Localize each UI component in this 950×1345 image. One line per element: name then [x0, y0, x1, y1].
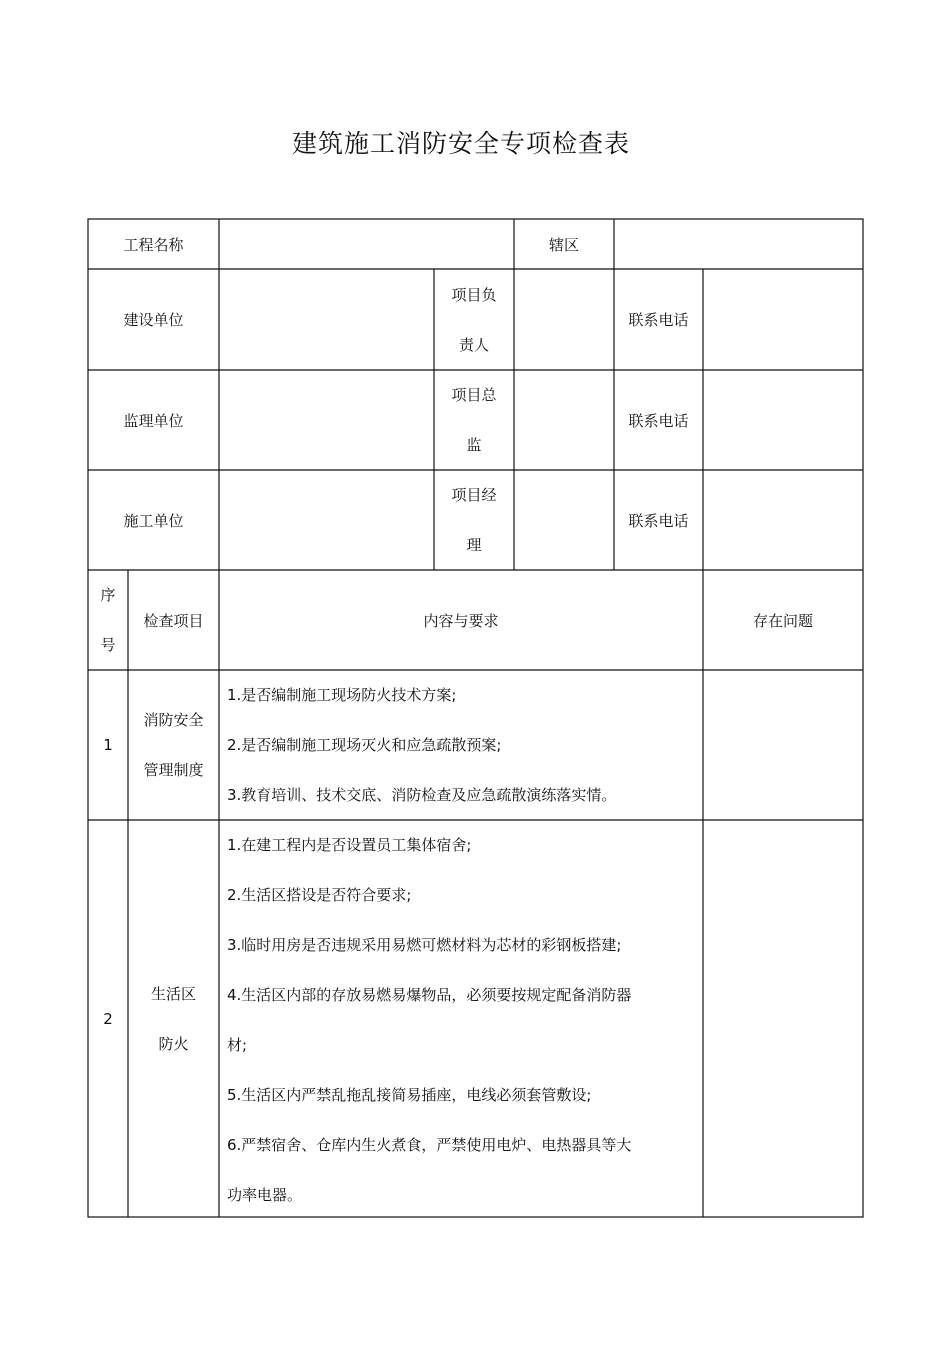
item-2-content — [219, 820, 703, 1217]
district-label: 辖区 — [548, 235, 579, 254]
header-content: 内容与要求 — [423, 611, 499, 630]
construction-phone-value[interactable] — [703, 269, 863, 370]
contractor-unit-label: 施工单位 — [123, 511, 184, 530]
item-1-line-3: 3.教育培训、技术交底、消防检查及应急疏散演练落实情。 — [227, 786, 617, 804]
item-2-line-1: 1.在建工程内是否设置员工集体宿舍; — [227, 836, 472, 854]
header-no — [88, 570, 128, 670]
item-2-line-3: 3.临时用房是否违规采用易燃可燃材料为芯材的彩钢板搭建; — [227, 936, 622, 954]
project-leader-value[interactable] — [514, 269, 614, 370]
project-manager-label — [434, 470, 514, 570]
item-2-line-6: 5.生活区内严禁乱拖乱接简易插座，电线必须套管敷设; — [227, 1086, 592, 1104]
item-1-name-line2: 管理制度 — [143, 761, 204, 779]
item-1-line-2: 2.是否编制施工现场灭火和应急疏散预案; — [227, 736, 502, 754]
item-2-line-8: 功率电器。 — [227, 1186, 303, 1204]
project-manager-value[interactable] — [514, 470, 614, 570]
item-2-line-4: 4.生活区内部的存放易燃易爆物品，必须要按规定配备消防器 — [227, 986, 632, 1004]
item-2-issues[interactable] — [703, 820, 863, 1217]
item-1-name — [128, 670, 219, 820]
page-title: 建筑施工消防安全专项检查表 — [291, 129, 630, 158]
supervision-phone-label: 联系电话 — [628, 411, 689, 430]
item-1-content — [219, 670, 703, 820]
construction-unit-value[interactable] — [219, 269, 434, 370]
item-2-name-line2: 防火 — [158, 1034, 189, 1053]
chief-supervisor-label — [434, 370, 514, 470]
project-name-value[interactable] — [219, 219, 514, 269]
project-leader-label-line2: 责人 — [458, 335, 489, 354]
project-manager-label-line2: 理 — [466, 536, 482, 554]
item-2-line-7: 6.严禁宿舍、仓库内生火煮食，严禁使用电炉、电热器具等大 — [227, 1136, 632, 1154]
contractor-phone-label: 联系电话 — [628, 511, 689, 530]
project-name-label: 工程名称 — [123, 235, 184, 254]
item-2-name — [128, 820, 219, 1217]
header-no-line1: 序 — [100, 586, 116, 604]
item-2-no: 2 — [103, 1009, 113, 1028]
item-2-line-5: 材; — [227, 1036, 248, 1054]
item-1-line-1: 1.是否编制施工现场防火技术方案; — [227, 686, 457, 704]
construction-phone-label: 联系电话 — [628, 311, 689, 329]
chief-supervisor-value[interactable] — [514, 370, 614, 470]
project-manager-label-line1: 项目经 — [451, 486, 497, 504]
chief-supervisor-label-line1: 项目总 — [451, 386, 497, 404]
item-2-name-line1: 生活区 — [150, 984, 196, 1003]
header-no-line2: 号 — [100, 636, 116, 654]
header-item: 检查项目 — [143, 611, 204, 630]
item-1-no: 1 — [103, 736, 113, 754]
contractor-phone-value[interactable] — [703, 470, 863, 570]
item-2-line-2: 2.生活区搭设是否符合要求; — [227, 886, 412, 904]
chief-supervisor-label-line2: 监 — [466, 436, 482, 454]
contractor-unit-value[interactable] — [219, 470, 434, 570]
item-1-name-line1: 消防安全 — [143, 711, 204, 729]
supervision-phone-value[interactable] — [703, 370, 863, 470]
supervision-unit-value[interactable] — [219, 370, 434, 470]
header-issues: 存在问题 — [752, 611, 813, 630]
item-1-issues[interactable] — [703, 670, 863, 820]
construction-unit-label: 建设单位 — [123, 311, 184, 329]
project-leader-label — [434, 269, 514, 370]
district-value[interactable] — [614, 219, 863, 269]
project-leader-label-line1: 项目负 — [451, 285, 497, 304]
supervision-unit-label: 监理单位 — [123, 411, 184, 430]
